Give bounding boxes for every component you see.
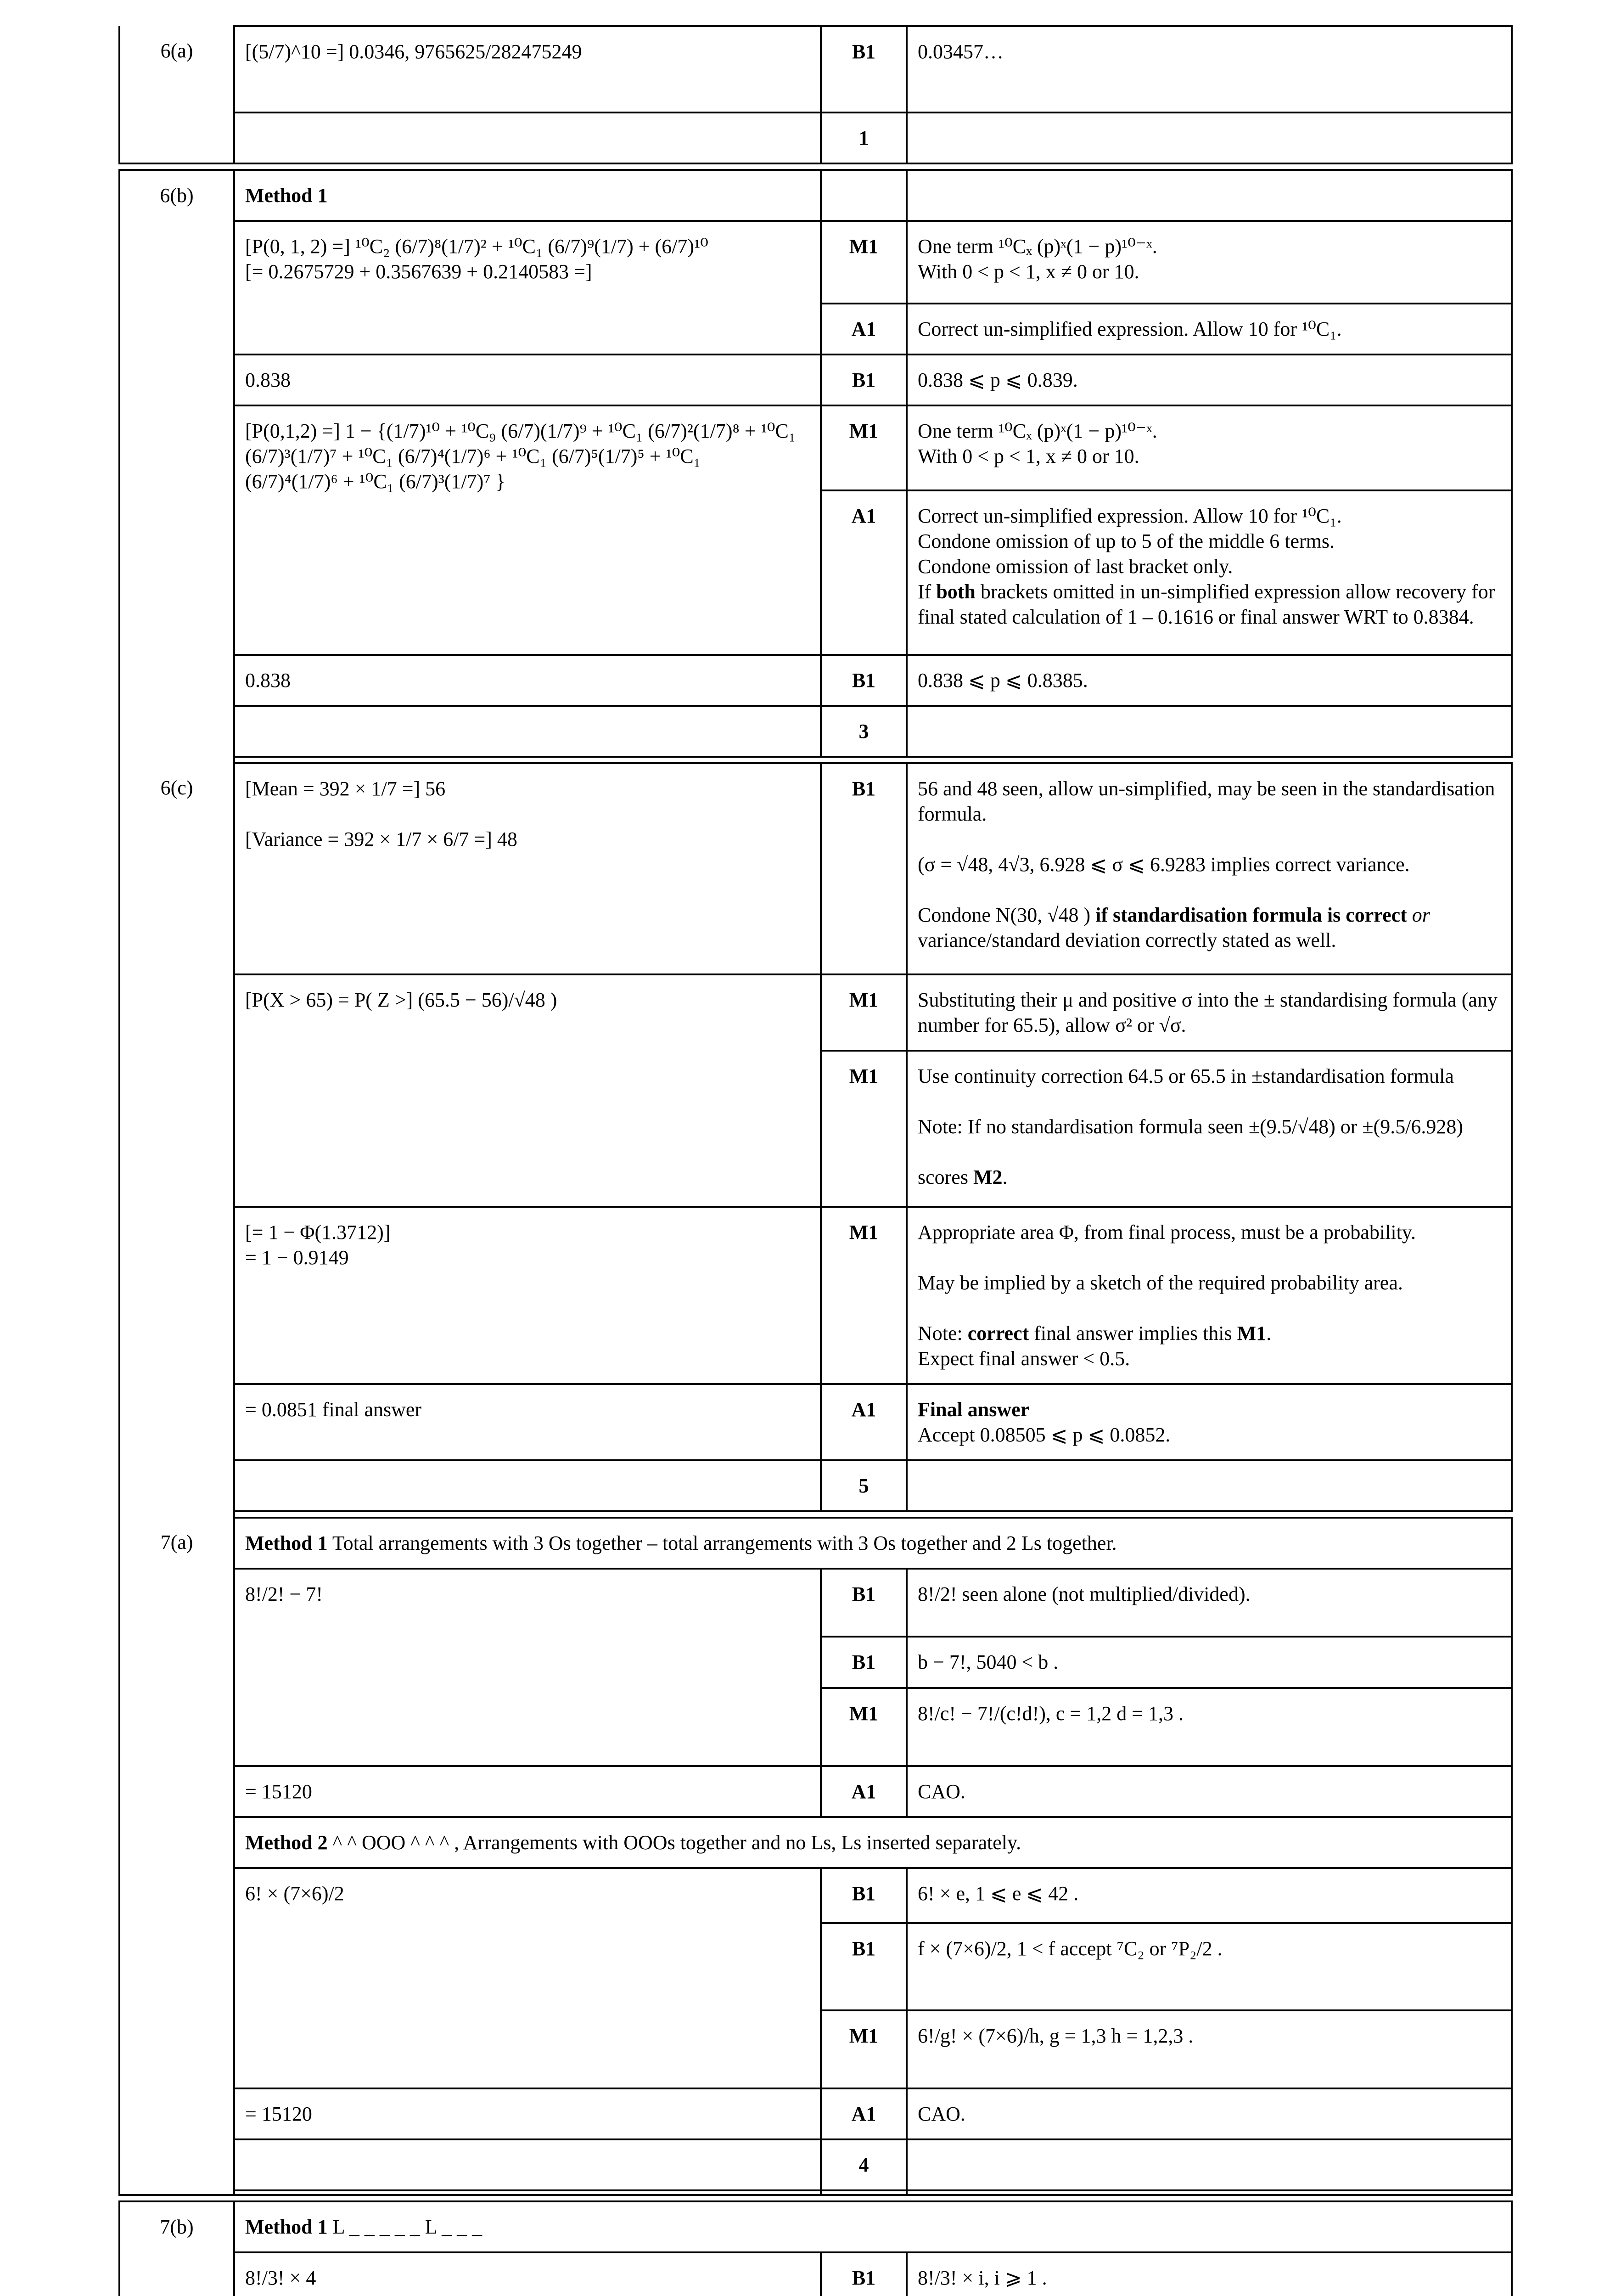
mark-cell: M1 [821,1207,907,1384]
guidance-line: Expect final answer < 0.5. [918,1347,1130,1370]
answer-cell: 0.838 [234,355,821,405]
mark-cell: A1 [821,304,907,355]
answer-cell [234,1460,821,1511]
guidance-cell [907,2139,1512,2190]
table-row [119,1384,1512,1460]
answer-cell: [Mean = 392 × 1/7 =] 56 [Variance = 392 × 1/7 × 6/7 =] 48 [234,763,821,974]
table-row [119,26,1512,113]
guidance-cell [907,1460,1512,1511]
guidance-cell: Substituting their μ and positive σ into the ± standardising formula (any number for 65.5), allow σ² or √σ. [907,974,1512,1051]
mark-cell: B1 [821,1637,907,1688]
question-number: 7(a) [119,1518,234,2195]
answer-cell: [= 1 − Φ(1.3712)] = 1 − 0.9149 [234,1207,821,1384]
question-number: 6(a) [119,26,234,163]
mark-cell: B1 [821,655,907,706]
guidance-line: Appropriate area Φ, from final process, must be a probability. [918,1221,1416,1244]
guidance-cell: 8!/2! seen alone (not multiplied/divided). [907,1569,1512,1637]
mark-cell: A1 [821,1766,907,1817]
guidance-line: 56 and 48 seen, allow un-simplified, may be seen in the standardisation formula. [918,777,1495,825]
guidance-cell [907,490,1512,655]
question-number: 6(c) [119,763,234,1518]
answer-cell: [(5/7)^10 =] 0.0346, 9765625/282475249 [234,26,821,113]
guidance-cell [907,706,1512,757]
guidance-cell: 0.03457… [907,26,1512,113]
table-row [119,1207,1512,1384]
table-row [119,1868,1512,1923]
table-row [119,1766,1512,1817]
guidance-line: Note: If no standardisation formula seen ±(9.5/√48) or ±(9.5/6.928) [918,1115,1464,1138]
guidance-line: Condone N(30, √48 ) if standardisation formula is correct or variance/standard deviation correctly stated as well. [918,904,1430,951]
answer-cell [234,706,821,757]
method-heading: Method 1 [234,170,821,221]
answer-cell [234,2190,821,2195]
guidance-line: Condone omission of up to 5 of the middle 6 terms. [918,530,1335,552]
mark-cell: A1 [821,1384,907,1460]
answer-cell: = 15120 [234,2088,821,2139]
answer-cell: [P(0, 1, 2) =] ¹⁰C₂ (6/7)⁸(1/7)² + ¹⁰C₁ (6/7)⁹(1/7) + (6/7)¹⁰ [= 0.2675729 + 0.3567639 + 0.2140583 =] [234,221,821,355]
table-row [119,221,1512,304]
mark-cell: B1 [821,763,907,974]
table-row [119,2190,1512,2195]
guidance-line: Final answer [918,1398,1030,1421]
mark-cell: A1 [821,490,907,655]
guidance-cell [907,170,1512,221]
table-row [119,2252,1512,2296]
table-row [119,655,1512,706]
guidance-line: (σ = √48, 4√3, 6.928 ⩽ σ ⩽ 6.9283 implies correct variance. [918,853,1410,876]
guidance-cell [907,1384,1512,1460]
guidance-cell [907,1051,1512,1207]
table-row [119,1518,1512,1569]
guidance-line: scores M2. [918,1166,1008,1188]
guidance-line: Condone omission of last bracket only. [918,555,1233,578]
method-heading: Method 2 ^ ^ OOO ^ ^ ^ , Arrangements with OOOs together and no Ls, Ls inserted separately. [234,1817,1512,1868]
table-row [119,763,1512,974]
table-row [119,113,1512,163]
mark-cell: M1 [821,974,907,1051]
mark-cell: B1 [821,1868,907,1923]
guidance-cell: Correct un-simplified expression. Allow 10 for ¹⁰C₁. [907,304,1512,355]
part-separator [119,163,1512,170]
guidance-line: Correct un-simplified expression. Allow 10 for ¹⁰C₁. [918,505,1342,527]
total-mark-cell: 5 [821,1460,907,1511]
guidance-cell: CAO. [907,2088,1512,2139]
guidance-cell [907,763,1512,974]
answer-cell: 8!/3! × 4 [234,2252,821,2296]
mark-cell: B1 [821,1923,907,2010]
table-row [119,405,1512,490]
answer-cell: [P(0,1,2) =] 1 − {(1/7)¹⁰ + ¹⁰C₉ (6/7)(1/7)⁹ + ¹⁰C₁ (6/7)²(1/7)⁸ + ¹⁰C₁ (6/7)³(1/7)⁷ + ¹⁰C₁ (6/7)⁴(1/7)⁶ + ¹⁰C₁ (6/7)⁵(1/7)⁵ + ¹⁰C₁ (6/7)⁴(1/7)⁶ + ¹⁰C₁ (6/7)³(1/7)⁷ } [234,405,821,655]
part-separator [119,2195,1512,2201]
part-separator [119,757,1512,763]
answer-cell [234,2139,821,2190]
part-separator [119,1511,1512,1518]
answer-cell: = 0.0851 final answer [234,1384,821,1460]
guidance-cell: 8!/3! × i, i ⩾ 1 . [907,2252,1512,2296]
guidance-line: Accept 0.08505 ⩽ p ⩽ 0.0852. [918,1424,1171,1446]
guidance-cell: b − 7!, 5040 < b . [907,1637,1512,1688]
guidance-cell: 6!/g! × (7×6)/h, g = 1,3 h = 1,2,3 . [907,2010,1512,2088]
mark-cell: M1 [821,1051,907,1207]
total-mark-cell: 3 [821,706,907,757]
guidance-line: Note: correct final answer implies this M1. [918,1322,1272,1345]
guidance-cell: One term ¹⁰Cₓ (p)ˣ(1 − p)¹⁰⁻ˣ. With 0 < p < 1, x ≠ 0 or 10. [907,221,1512,304]
guidance-cell: One term ¹⁰Cₓ (p)ˣ(1 − p)¹⁰⁻ˣ. With 0 < p < 1, x ≠ 0 or 10. [907,405,1512,490]
method-heading: Method 1 Total arrangements with 3 Os together – total arrangements with 3 Os together and 2 Ls together. [234,1518,1512,1569]
table-row [119,355,1512,405]
question-number: 6(b) [119,170,234,763]
total-mark-cell: 1 [821,113,907,163]
answer-cell: 8!/2! − 7! [234,1569,821,1766]
question-number: 7(b) [119,2201,234,2296]
answer-cell: = 15120 [234,1766,821,1817]
table-row [119,2139,1512,2190]
table-row [119,2201,1512,2252]
mark-cell: M1 [821,405,907,490]
mark-cell: B1 [821,355,907,405]
guidance-cell: 8!/c! − 7!/(c!d!), c = 1,2 d = 1,3 . [907,1688,1512,1766]
table-row [119,1817,1512,1868]
mark-cell: M1 [821,2010,907,2088]
mark-cell: B1 [821,1569,907,1637]
guidance-line: May be implied by a sketch of the required probability area. [918,1272,1403,1294]
guidance-cell [907,1207,1512,1384]
mark-cell: M1 [821,1688,907,1766]
table-row [119,974,1512,1051]
mark-cell [821,2190,907,2195]
table-row [119,170,1512,221]
method-heading: Method 1 L _ _ _ _ _ L _ _ _ [234,2201,1512,2252]
guidance-cell: f × (7×6)/2, 1 < f accept ⁷C₂ or ⁷P₂/2 . [907,1923,1512,2010]
table-row [119,706,1512,757]
guidance-cell: 0.838 ⩽ p ⩽ 0.839. [907,355,1512,405]
mark-cell: B1 [821,2252,907,2296]
guidance-line: Use continuity correction 64.5 or 65.5 in ±standardisation formula [918,1065,1454,1087]
mark-cell: B1 [821,26,907,113]
guidance-cell: CAO. [907,1766,1512,1817]
table-row [119,1460,1512,1511]
table-row [119,1569,1512,1637]
mark-cell: M1 [821,221,907,304]
table-row [119,2088,1512,2139]
mark-scheme-table [118,25,1512,2296]
mark-cell: A1 [821,2088,907,2139]
answer-cell: 6! × (7×6)/2 [234,1868,821,2088]
mark-cell [821,170,907,221]
answer-cell: 0.838 [234,655,821,706]
total-mark-cell: 4 [821,2139,907,2190]
guidance-cell: 6! × e, 1 ⩽ e ⩽ 42 . [907,1868,1512,1923]
guidance-line: If both brackets omitted in un-simplified expression allow recovery for final stated calculation of 1 – 0.1616 or final answer WRT to 0.8384. [918,580,1495,628]
guidance-cell [907,2190,1512,2195]
guidance-cell [907,113,1512,163]
answer-cell: [P(X > 65) = P( Z >] (65.5 − 56)/√48 ) [234,974,821,1207]
answer-cell [234,113,821,163]
guidance-cell: 0.838 ⩽ p ⩽ 0.8385. [907,655,1512,706]
